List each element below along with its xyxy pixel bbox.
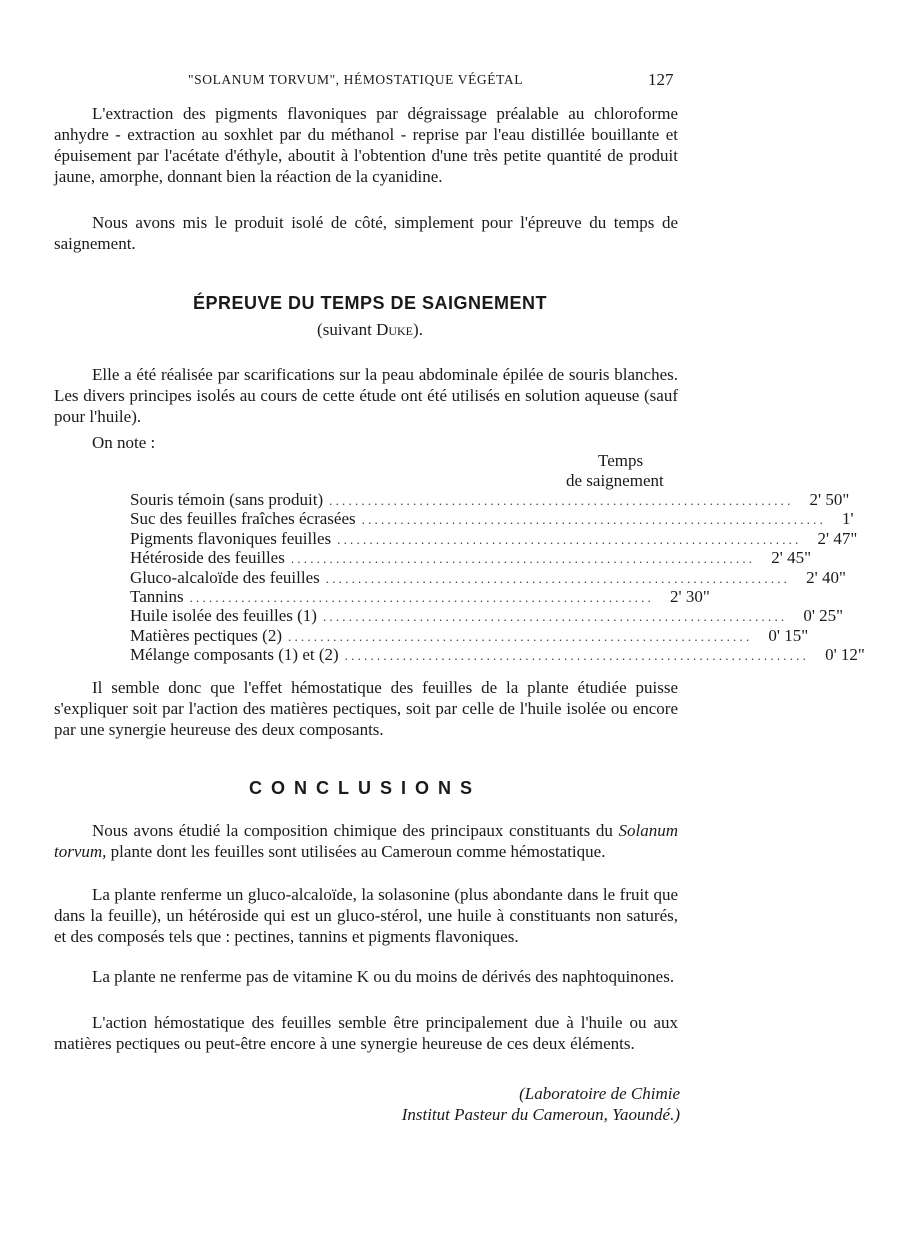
row-time: 0' 25" <box>803 606 844 626</box>
row-label: Souris témoin (sans produit) <box>130 490 324 509</box>
row-label: Pigments flavoniques feuilles <box>130 528 332 548</box>
row-time: 2' 50" <box>809 490 850 509</box>
intro-paragraph-1: L'extraction des pigments flavoniques par dégraissage préalable au chloroforme anhydre - extraction au soxhlet par du méthanol - reprise par l'eau distillée bouillante et épuisement par l'acétate d'éthyle, aboutit à l'obtention d'une très petite quantité de produit jaune, amorphe, donnant bien la réaction de la cyanidine. <box>54 104 678 186</box>
conclusions-p1-after: plante dont les feuilles sont utilisées au Cameroun comme hémostatique. <box>106 842 606 861</box>
conclusions-paragraph-4: L'action hémostatique des feuilles semble être principalement due à l'huile ou aux matières pectiques ou peut-être encore à une synergie heureuse de ces deux éléments. <box>54 1013 678 1053</box>
on-note-line: On note : <box>92 433 156 452</box>
row-time: 2' 45" <box>771 548 812 568</box>
species-name: Solanum torvum, <box>54 821 678 861</box>
conclusions-paragraph-1 <box>54 820 678 862</box>
row-label: Hétéroside des feuilles <box>130 548 285 568</box>
dot-leader: ........................................................................ <box>288 628 753 644</box>
row-label: Suc des feuilles fraîches écrasées <box>130 509 356 529</box>
row-time: 0' 15" <box>768 625 809 645</box>
row-label: Tannins <box>130 586 184 606</box>
table-row <box>130 567 846 587</box>
signature-line-2: Institut Pasteur du Cameroun, Yaoundé.) <box>401 1105 680 1124</box>
table-row <box>130 645 865 665</box>
row-time: 2' 40" <box>806 567 846 587</box>
dot-leader: ........................................................................ <box>325 570 791 586</box>
bleeding-test-paragraph: Elle a été réalisée par scarifications sur la peau abdominale épilée de souris blanches. Les divers principes isolés au cours de cette étude ont été utilisés en solution aqueuse (sauf pour l'huile). <box>54 365 678 426</box>
section-title-bleeding-test: ÉPREUVE DU TEMPS DE SAIGNEMENT <box>192 293 548 313</box>
subtitle-suffix: ). <box>413 320 423 339</box>
intro-paragraph-2: Nous avons mis le produit isolé de côté, simplement pour l'épreuve du temps de saignement. <box>54 213 678 253</box>
dot-leader: ........................................................................ <box>361 512 827 528</box>
bleeding-test-conclusion-paragraph: Il semble donc que l'effet hémostatique des feuilles de la plante étudiée puisse s'expliquer soit par l'action des matières pectiques, soit par celle de l'huile isolée ou encore par une synergie heureuse des deux composants. <box>54 678 678 739</box>
conclusions-p1-before: Nous avons étudié la composition chimique des principaux constituants du <box>92 821 619 840</box>
row-time: 1' <box>842 509 854 529</box>
table-row <box>130 586 710 606</box>
column-header-line-2: de saignement <box>566 471 664 490</box>
table-row <box>130 509 854 529</box>
signature-line-1: (Laboratoire de Chimie <box>519 1084 680 1103</box>
subtitle-prefix: (suivant <box>317 320 377 339</box>
row-label: Matières pectiques (2) <box>130 625 282 645</box>
column-header-line-1: Temps <box>598 451 644 470</box>
dot-leader: ........................................................................ <box>344 648 810 664</box>
dot-leader: ........................................................................ <box>329 493 794 508</box>
table-row <box>130 528 858 548</box>
row-label: Gluco-alcaloïde des feuilles <box>130 567 320 587</box>
subtitle-author: Duke <box>376 320 414 339</box>
conclusions-paragraph-3: La plante ne renferme pas de vitamine K ou du moins de dérivés des naphtoquinones. <box>92 967 675 986</box>
dot-leader: ........................................................................ <box>322 609 788 625</box>
page-number: 127 <box>648 70 674 89</box>
dot-leader: ........................................................................ <box>290 551 756 567</box>
section-title-conclusions: CONCLUSIONS <box>248 778 481 798</box>
dot-leader: ........................................................................ <box>337 531 802 547</box>
dot-leader: ........................................................................ <box>189 589 654 605</box>
bleeding-time-table <box>130 490 865 665</box>
row-time: 2' 30" <box>670 586 710 606</box>
table-row <box>130 606 844 626</box>
table-row <box>130 490 850 509</box>
row-time: 0' 12" <box>825 645 865 665</box>
row-time: 2' 47" <box>817 528 858 548</box>
conclusions-paragraph-2: La plante renferme un gluco-alcaloïde, la solasonine (plus abondante dans le fruit que dans la feuille), un hétéroside qui est un gluco-stérol, une huile à constituants non saturés, et des composés tels que : pectines, tannins et pigments flavoniques. <box>54 885 678 946</box>
section-subtitle <box>0 320 740 340</box>
running-title: "SOLANUM TORVUM", HÉMOSTATIQUE VÉGÉTAL <box>188 72 524 87</box>
row-label: Mélange composants (1) et (2) <box>130 645 339 665</box>
table-row <box>130 625 809 645</box>
table-row <box>130 548 812 568</box>
row-label: Huile isolée des feuilles (1) <box>130 606 317 626</box>
